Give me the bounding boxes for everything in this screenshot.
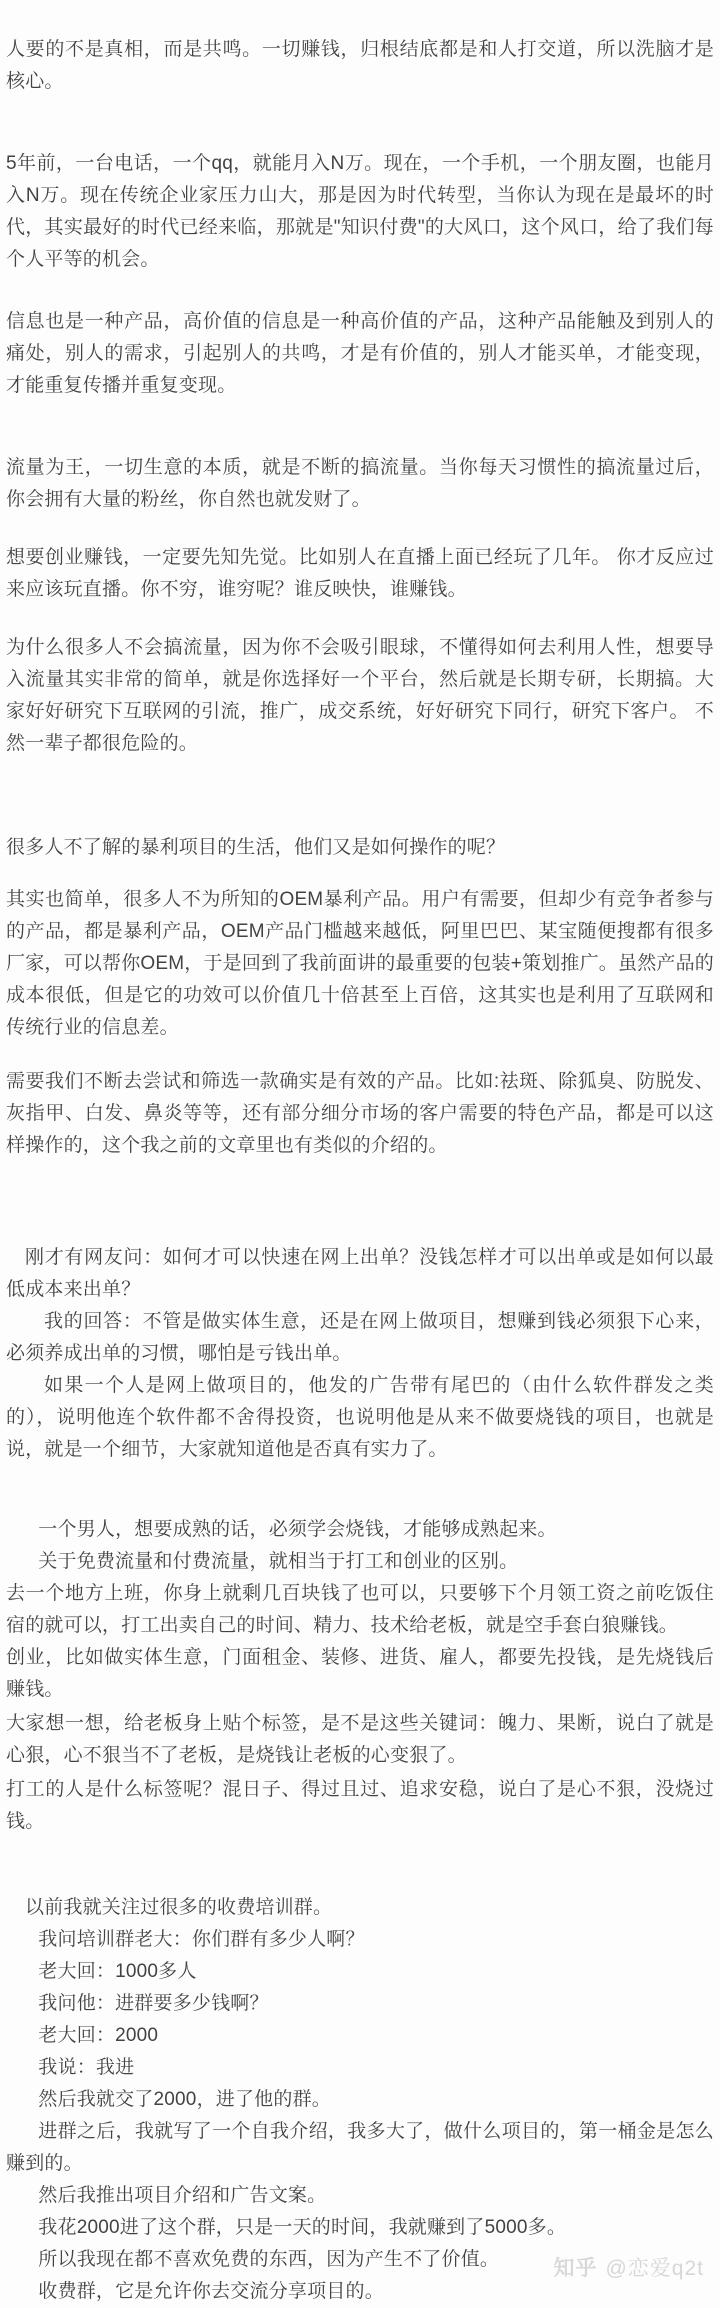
article-paragraph: 想要创业赚钱，一定要先知先觉。比如别人在直播上面已经玩了几年。 你才反应过 来应该玩直播。你不穷，谁穷呢？谁反映快，谁赚钱。 <box>6 547 714 600</box>
zhihu-watermark <box>553 2252 704 2282</box>
article-paragraph: 进群之后，我就写了一个自我介绍，我多大了，做什么项目的，第一桶金是怎么赚到的。 <box>6 2121 714 2174</box>
article-paragraph: 我说：我进 <box>38 2057 135 2078</box>
article-paragraph: 老大回：2000 <box>38 2025 159 2046</box>
article-paragraph: 刚才有网友问：如何才可以快速在网上出单？没钱怎样才可以出单或是如何以最低成本来出单？ <box>6 1247 714 1300</box>
article-paragraph: 关于免费流量和付费流量，就相当于打工和创业的区别。 <box>38 1551 519 1572</box>
article-paragraph: 老大回：1000多人 <box>38 1961 197 1982</box>
article-paragraph: 人要的不是真相，而是共鸣。一切赚钱，归根结底都是和人打交道，所以洗脑才是核心。 <box>6 39 714 92</box>
article-paragraph: 流量为王，一切生意的本质，就是不断的搞流量。当你每天习惯性的搞流量过后，你会拥有大量的粉丝，你自然也就发财了。 <box>6 457 714 510</box>
article-paragraph: 创业，比如做实体生意，门面租金、装修、进货、雇人，都要先投钱，是先烧钱后赚钱。 <box>6 1647 714 1700</box>
article-paragraph: 很多人不了解的暴利项目的生活，他们又是如何操作的呢？ <box>6 837 506 858</box>
article-paragraph: 去一个地方上班，你身上就剩几百块钱了也可以，只要够下个月领工资之前吃饭住宿的就可以，打工出卖自己的时间、精力、技术给老板，就是空手套白狼赚钱。 <box>6 1583 714 1636</box>
article-paragraph: 所以我现在都不喜欢免费的东西，因为产生不了价值。 <box>38 2249 500 2270</box>
article-paragraph: 如果一个人是网上做项目的，他发的广告带有尾巴的（由什么软件群发之类的），说明他连个软件都不舍得投资，也说明他是从来不做要烧钱的项目，也就是说，就是一个细节，大家就知道他是否真有实力了。 <box>6 1375 714 1460</box>
article-paragraph: 收费群，它是允许你去交流分享项目的。 <box>38 2281 384 2302</box>
article-paragraph: 我的回答：不管是做实体生意，还是在网上做项目，想赚到钱必须狠下心来，必须养成出单的习惯，哪怕是亏钱出单。 <box>6 1311 714 1364</box>
article-paragraph: 打工的人是什么标签呢？混日子、得过且过、追求安稳，说白了是心不狠，没烧过钱。 <box>6 1779 714 1832</box>
article-paragraph: 大家想一想，给老板身上贴个标签，是不是这些关键词：魄力、果断，说白了就是心狠，心不狠当不了老板，是烧钱让老板的心变狠了。 <box>6 1713 714 1766</box>
article-paragraph: 然后我推出项目介绍和广告文案。 <box>38 2185 327 2206</box>
article-paragraph: 以前我就关注过很多的收费培训群。 <box>25 1897 333 1918</box>
article-paragraph: 我问他：进群要多少钱啊？ <box>38 1993 269 2014</box>
watermark-author-handle: @恋爱q2t <box>605 2257 704 2280</box>
article-paragraph: 我花2000进了这个群，只是一天的时间，我就赚到了5000多。 <box>38 2217 567 2238</box>
article-paragraph: 信息也是一种产品，高价值的信息是一种高价值的产品，这种产品能触及到别人的痛处，别人的需求，引起别人的共鸣，才是有价值的，别人才能买单，才能变现，才能重复传播并重复变现。 <box>6 311 714 396</box>
zhihu-logo-text: 知乎 <box>553 2257 598 2280</box>
article-paragraph: 然后我就交了2000，进了他的群。 <box>38 2089 331 2110</box>
article-paragraph: 需要我们不断去尝试和筛选一款确实是有效的产品。比如:祛斑、除狐臭、防脱发、灰指甲、白发、鼻炎等等，还有部分细分市场的客户需要的特色产品，都是可以这样操作的，这个我之前的文章里也有类似的介绍的。 <box>6 1071 714 1156</box>
article-paragraph: 我问培训群老大：你们群有多少人啊？ <box>38 1929 365 1950</box>
article-paragraph: 5年前，一台电话，一个qq，就能月入N万。现在，一个手机，一个朋友圈，也能月入N万。现在传统企业家压力山大，那是因为时代转型，当你认为现在是最坏的时代，其实最好的时代已经来临，那就是"知识付费"的大风口，这个风口，给了我们每个人平等的机会。 <box>6 153 714 270</box>
article-paragraph: 一个男人，想要成熟的话，必须学会烧钱，才能够成熟起来。 <box>38 1519 557 1540</box>
article-paragraph: 为什么很多人不会搞流量，因为你不会吸引眼球，不懂得如何去利用人性，想要导入流量其实非常的简单，就是你选择好一个平台，然后就是长期专研，长期搞。大家好好研究下互联网的引流，推广，成交系统，好好研究下同行，研究下客户。 不然一辈子都很危险的。 <box>6 637 714 754</box>
article-paragraph: 其实也简单，很多人不为所知的OEM暴利产品。用户有需要，但却少有竞争者参与的产品，都是暴利产品，OEM产品门槛越来越低，阿里巴巴、某宝随便搜都有很多厂家，可以帮你OEM，于是回到了我前面讲的最重要的包装+策划推广。虽然产品的成本很低，但是它的功效可以价值几十倍甚至上百倍，这其实也是利用了互联网和传统行业的信息差。 <box>6 889 714 1038</box>
